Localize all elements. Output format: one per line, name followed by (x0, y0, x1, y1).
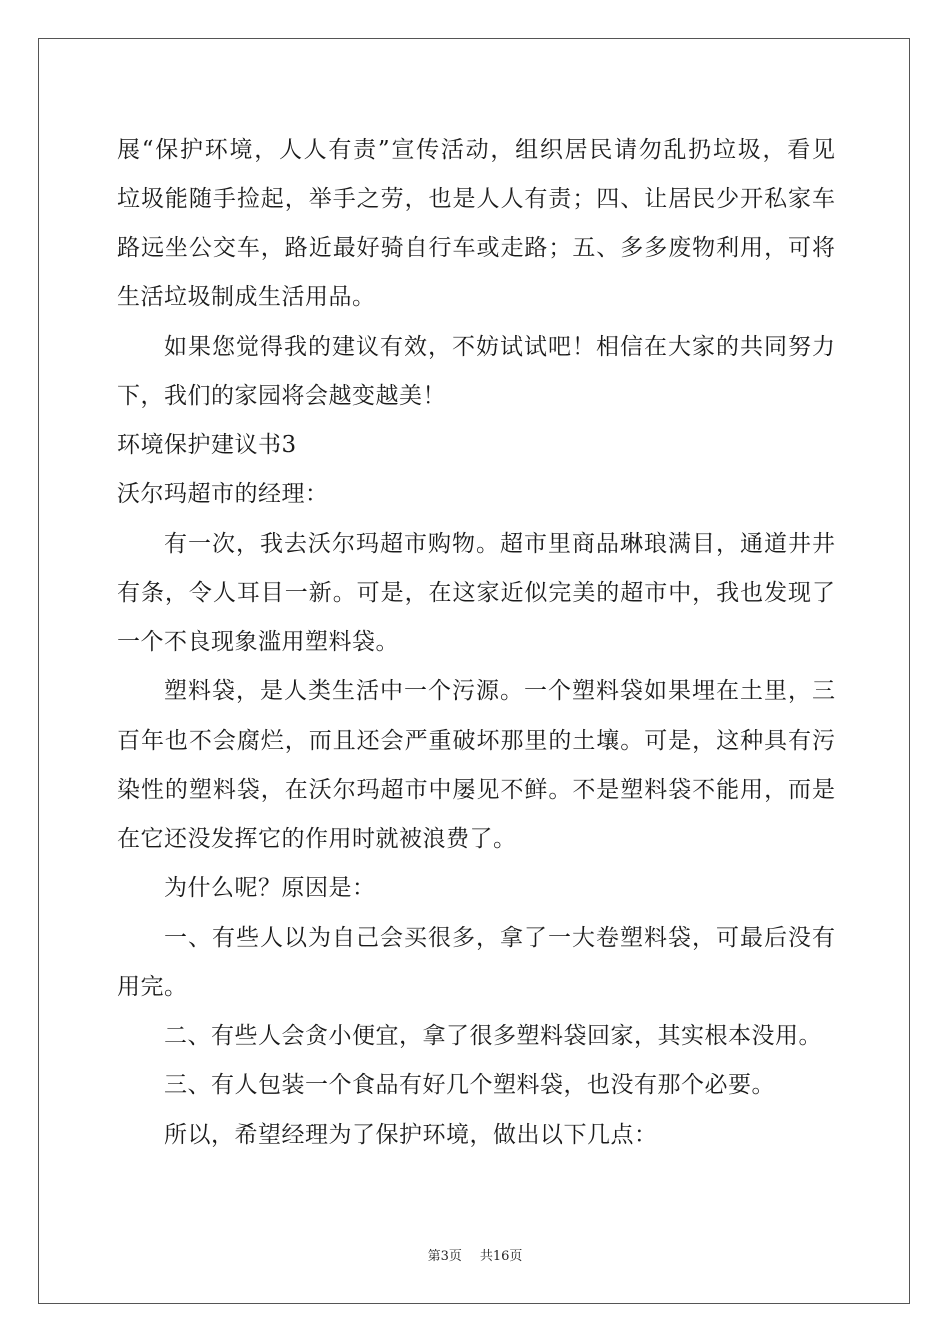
paragraph-line: 三、有人包装一个食品有好几个塑料袋，也没有那个必要。 (164, 1072, 775, 1098)
paragraph-line: 所以，希望经理为了保护环境，做出以下几点： (164, 1122, 658, 1148)
page-footer (0, 1248, 950, 1266)
paragraph-line: 一个不良现象滥用塑料袋。 (117, 629, 399, 655)
page-border (38, 38, 910, 1304)
paragraph-line: 二、有些人会贪小便宜，拿了很多塑料袋回家，其实根本没用。 (164, 1023, 822, 1049)
paragraph-line: 路远坐公交车，路近最好骑自行车或走路；五、多多废物利用，可将 (117, 235, 835, 261)
section-heading: 环境保护建议书3 (117, 432, 297, 458)
paragraph-line: 百年也不会腐烂，而且还会严重破坏那里的土壤。可是，这种具有污 (117, 728, 835, 754)
paragraph-line: 有一次，我去沃尔玛超市购物。超市里商品琳琅满目，通道井井 (164, 531, 835, 557)
salutation: 沃尔玛超市的经理： (117, 481, 329, 507)
paragraph-line: 有条，令人耳目一新。可是，在这家近似完美的超市中，我也发现了 (117, 580, 835, 606)
paragraph-line: 在它还没发挥它的作用时就被浪费了。 (117, 826, 517, 852)
paragraph-line: 生活垃圾制成生活用品。 (117, 284, 376, 310)
paragraph-line: 塑料袋，是人类生活中一个污源。一个塑料袋如果埋在土里，三 (164, 678, 835, 704)
paragraph-line: 下，我们的家园将会越变越美！ (117, 383, 446, 409)
paragraph-line: 为什么呢？原因是： (164, 875, 376, 901)
page-total: 共16页 (479, 1249, 523, 1264)
paragraph-line: 如果您觉得我的建议有效，不妨试试吧！相信在大家的共同努力 (164, 334, 835, 360)
paragraph-line: 垃圾能随手捡起，举手之劳，也是人人有责；四、让居民少开私家车 (117, 186, 835, 212)
paragraph-line: 展“保护环境，人人有责”宣传活动，组织居民请勿乱扔垃圾，看见 (117, 137, 835, 163)
paragraph-line: 染性的塑料袋，在沃尔玛超市中屡见不鲜。不是塑料袋不能用，而是 (117, 777, 835, 803)
paragraph-line: 用完。 (117, 974, 188, 1000)
page-number: 第3页 (427, 1249, 462, 1264)
paragraph-line: 一、有些人以为自己会买很多，拿了一大卷塑料袋，可最后没有 (164, 925, 835, 951)
